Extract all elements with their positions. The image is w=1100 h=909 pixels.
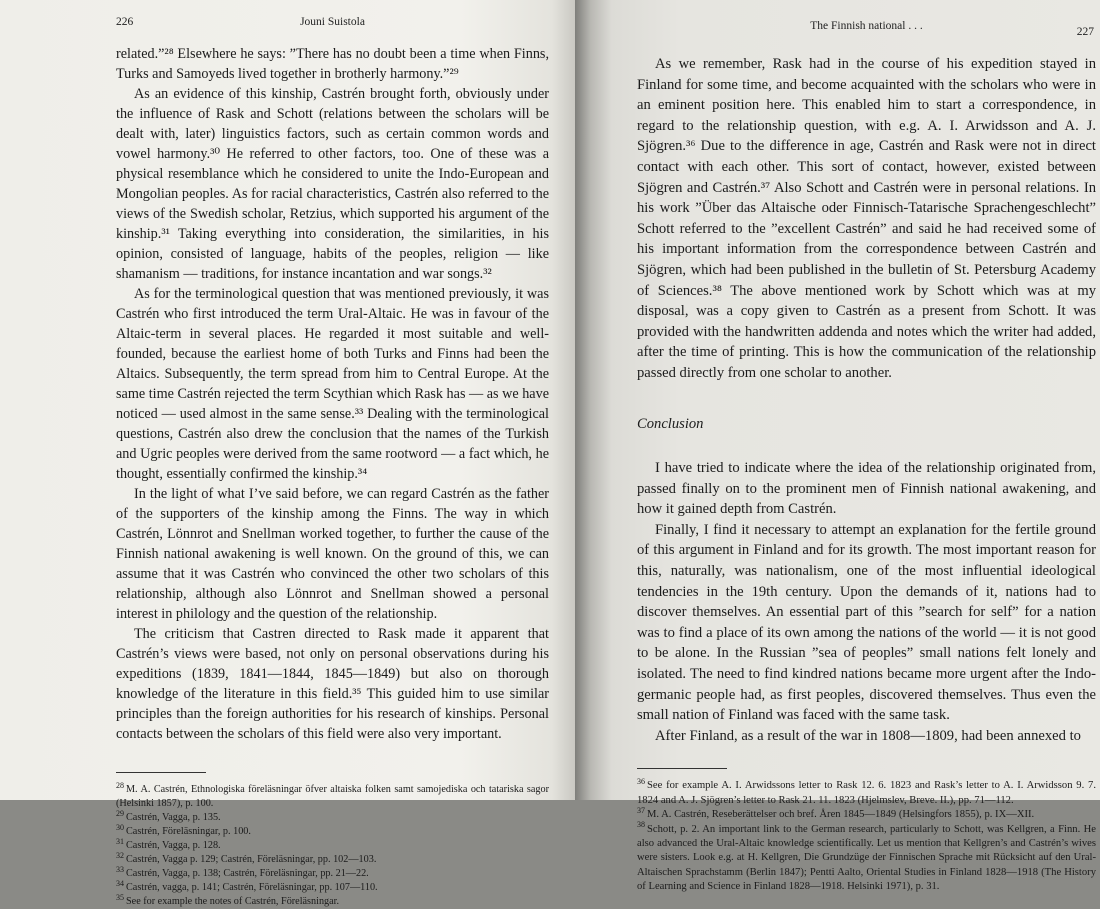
left-footnotes [116,780,549,909]
footnote-text: Castrén, vagga, p. 141; Castrén, Föreläsningar, pp. 107—110. [126,882,378,893]
paragraph: Finally, I find it necessary to attempt an explanation for the fertile ground of this argument in Finland and for its growth. The most important reason for this, naturally, was nationalism, one of the most influential ideological tendencies in the 19th century. Upon the demands of it, nations had to discover themselves. An essential part of this ”search for self” for a nation was to find a place of its own among the nations of the world — it is not good to be alone. In the Russian ”sea of peoples” small nations felt lonely and isolated. The need to find kindred nations became more urgent after the Indo-germanic people had, as first peoples, discovered themselves. Thus even the small nation of Finland was faced with the same task. [637,521,1096,724]
footnote [116,808,549,825]
paragraph: As an evidence of this kinship, Castrén brought forth, obviously under the influence of Rask and Schott (relations between the scholars will be dealt with, later) linguistics factors, such as certain common words and vowel harmony.³⁰ He referred to other factors, too. One of these was a physical resemblance which he considered to unite the Indo-European and Mongolian peoples. As for racial characteristics, Castrén also referred to the views of the Swedish scholar, Retzius, which supported his argument of the kinship.³¹ Taking everything into consideration, the similarities, in his opinion, consisted of language, habits of the peoples, religion — like shamanism — traditions, for instance incantation and war songs.³² [116,86,549,282]
paragraph: After Finland, as a result of the war in 1808—1809, had been annexed to [655,727,1081,744]
footnote-text: Schott, p. 2. An important link to the German research, particularly to Schott, was Kellgren, a Finn. He also advanced the Ural-Altaic knowledge scientifically. Let us mention that Kellgren’s and Castrén’s wives were sisters. Look e.g. at H. Kellgren, Die Grundzüge der Finnischen Sprache mit Rücksicht auf den Ural-Altaischen Sprachstamm (Berlin 1847); Pentti Aalto, Oriental Studies in Finland 1828—1918 (The History of Learning and Science in Finland 1828—1918. Helsinki 1971), p. 31. [637,823,1096,893]
footnote [116,780,549,811]
footnote [116,836,549,853]
footnote [637,820,1096,895]
footnote-mark: 29 [116,808,124,818]
footnote-text: See for example A. I. Arwidssons letter to Rask 12. 6. 1823 and Rask’s letter to A. I. Arwidsson 9. 7. 1824 and A. J. Sjögren’s letter to Rask 21. 11. 1823 (Hjelmslev, Breve. II.), pp. 71—112. [637,780,1096,806]
paragraph: I have tried to indicate where the idea of the relationship originated from, passed finally on to the prominent men of Finnish national awakening, and how it gained depth from Castrén. [637,460,1096,518]
footnote [116,892,549,909]
footnote-mark: 36 [637,776,645,786]
right-page [575,0,1100,893]
running-head-author: Jouni Suistola [300,16,365,28]
footnote-text: M. A. Castrén, Reseberättelser och bref. Åren 1845—1849 (Helsingfors 1855), p. IX—XII. [647,809,1035,821]
footnote-text: Castrén, Vagga, p. 128. [126,840,221,851]
page-number: 226 [116,16,134,28]
footnote [116,864,549,881]
paragraph: As for the terminological question that was mentioned previously, it was Castrén who first introduced the term Ural-Altaic. He was in favour of the Altaic-term in several places. He regarded it most suitable and well-founded, because the earliest home of both Turks and Finns had been the Altaics. Subsequently, the term spread from him to Central Europe. At the same time Castrén rejected the term Scythian which Rask has — as we have noticed — used almost in the same sense.³³ Dealing with the terminological questions, Castrén also drew the conclusion that the names of the Turkish and Ugric peoples were derived from the same rootword — a fact which, he thought, essentially confirmed the kinship.³⁴ [116,286,549,482]
footnote-mark: 31 [116,836,124,846]
page-number: 227 [1076,26,1094,38]
footnote-mark: 32 [116,850,124,860]
footnote-text: See for example the notes of Castrén, Föreläsningar. [126,896,340,907]
footnote-mark: 34 [116,878,124,888]
footnote-mark: 30 [116,822,124,832]
footnote [116,878,549,895]
footnote-mark: 28 [116,780,124,790]
footnote-text: Castrén, Föreläsningar, p. 100. [126,826,251,837]
left-running-head [116,14,549,36]
right-footnotes [637,776,1096,894]
footnote-divider [637,768,727,769]
paragraph: The criticism that Castren directed to Rask made it apparent that Castrén’s views were based, not only on personal observations during his expeditions (1839, 1841—1844, 1845—1849) but also on thorough knowledge of the literature in this field.³⁵ This guided him to use similar principles than the foreign authorities for his research of kinships. Personal contacts between the scholars of this field were also very important. [116,626,549,742]
footnote [637,776,1096,808]
footnote [116,822,549,839]
running-head-title: The Finnish national . . . [810,20,923,32]
footnote-text: M. A. Castrén, Ethnologiska föreläsningar öfver altaiska folken samt samojediska och tatariska sagor (Helsinki 1857), p. 100. [116,784,549,809]
footnote-mark: 38 [637,820,645,830]
right-body-text [637,54,1096,746]
paragraph: In the light of what I’ve said before, we can regard Castrén as the father of the supporters of the kinship among the Finns. The way in which Castrén, Lönnrot and Snellman worked together, to further the cause of the Finnish national awakening is well known. On the ground of this, we can assume that it was Castrén who convinced the other two scholars of this relationship, although also Lönnrot and Snellman showed a personal interest in philology and the question of the relationship. [116,486,549,622]
footnote-mark: 33 [116,864,124,874]
footnote-text: Castrén, Vagga p. 129; Castrén, Föreläsningar, pp. 102—103. [126,854,377,865]
section-heading: Conclusion [637,415,704,432]
footnote-mark: 35 [116,892,124,902]
footnote-divider [116,772,206,773]
footnote-text: Castrén, Vagga, p. 135. [126,812,221,823]
left-body-text [116,44,549,744]
right-running-head [637,18,1096,40]
footnote [116,850,549,867]
footnote-text: Castrén, Vagga, p. 138; Castrén, Föreläsningar, pp. 21—22. [126,868,369,879]
footnote [637,805,1096,822]
paragraph: related.”²⁸ Elsewhere he says: ”There has no doubt been a time when Finns, Turks and Samoyeds lived together in brotherly harmony.”²⁹ [116,46,549,82]
paragraph: As we remember, Rask had in the course of his expedition stayed in Finland for some time, and become acquainted with the scholars who were in an eminent position here. This enabled him to start a correspondence, in regard to the relationship question, with e.g. A. I. Arwidsson and A. J. Sjögren.³⁶ Due to the difference in age, Castrén and Rask were not in direct contact with each other. This sort of contact, however, existed between Sjögren and Castrén.³⁷ Also Schott and Castrén were in personal relations. In his work ”Über das Altaische oder Finnisch-Tatarische Sprachengeschlecht” Schott referred to the ”excellent Castrén” and said he had received some of his important information from the correspondence between Castrén and Sjögren, which had been published in the bulletin of St. Petersburg Academy of Sciences.³⁸ The above mentioned work by Schott which was at my disposal, was a copy given to Castrén as a present from Schott. It was provided with the handwritten addenda and notes which the writer had added, after the time of printing. This is how the communication of the relationship passed directly from one scholar to another. [637,56,1096,381]
footnote-mark: 37 [637,805,645,815]
